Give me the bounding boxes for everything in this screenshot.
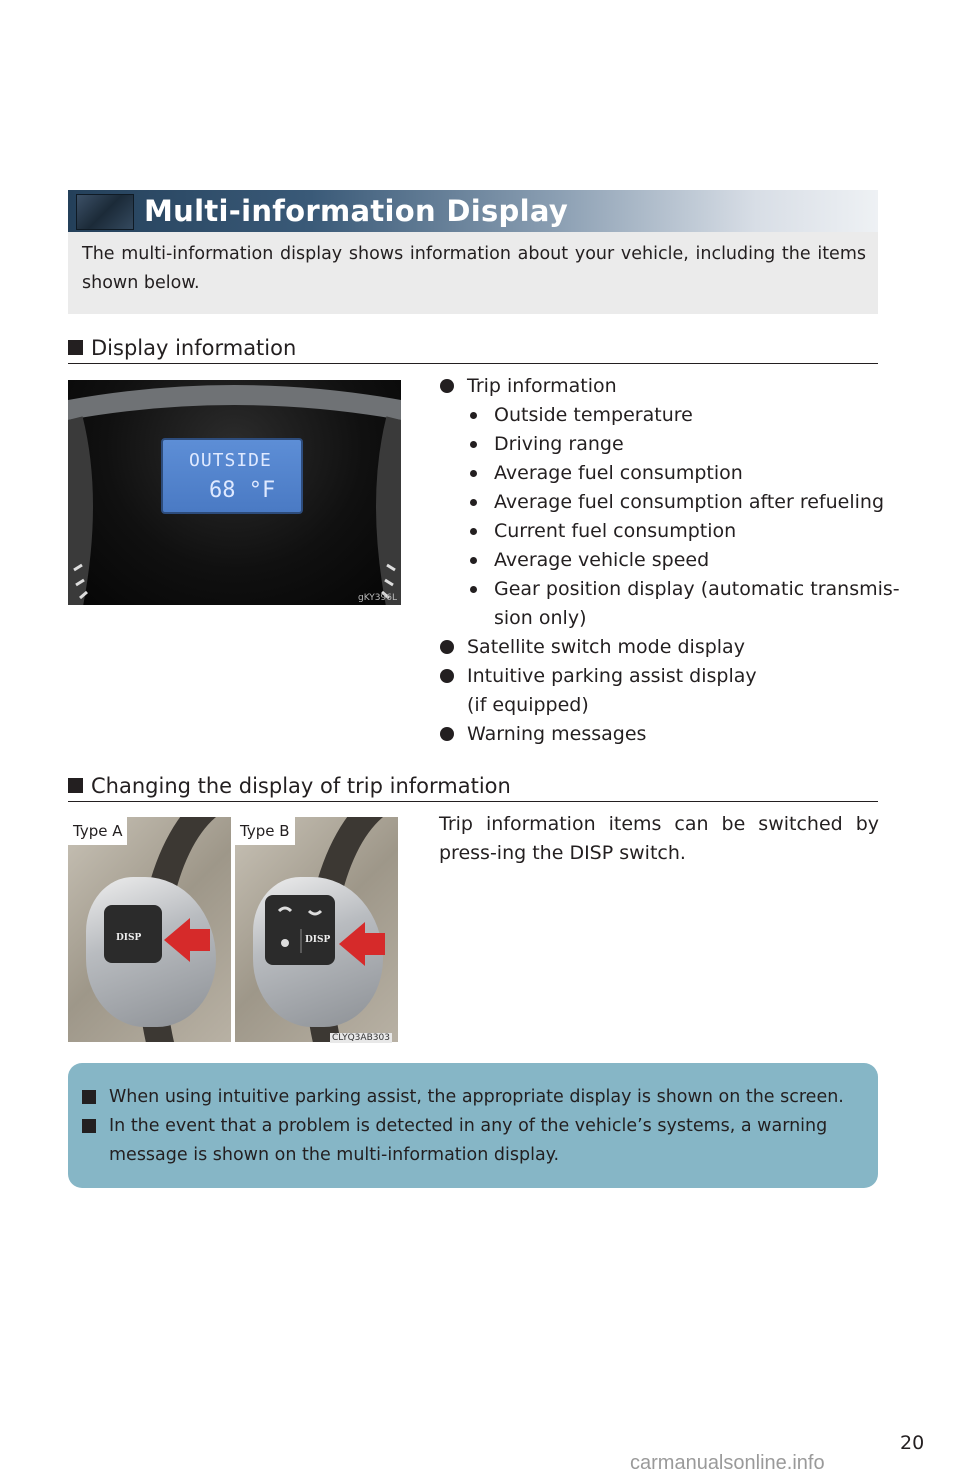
trip-info-text: Trip information items can be switched by press-ing the DISP switch. [439, 813, 879, 864]
red-arrow-icon [164, 918, 190, 962]
disp-button-label: DISP [116, 933, 142, 943]
bullet-icon [440, 379, 454, 393]
section-icon [76, 194, 134, 230]
red-arrow-icon [339, 922, 365, 966]
bullet-icon [440, 669, 454, 683]
sub-bullet-icon [470, 499, 477, 506]
bullet-icon [440, 727, 454, 741]
square-bullet-icon [82, 1090, 96, 1104]
phone-buttons-icon [271, 901, 331, 961]
steering-photo-type-a [68, 817, 231, 1042]
steering-photo-type-b [235, 817, 398, 1042]
image-code: gKY396L [358, 593, 397, 603]
arrow-tail [188, 929, 210, 951]
square-bullet-icon [68, 340, 83, 355]
sub-bullet-icon [470, 412, 477, 419]
screen-outside-label: OUTSIDE [189, 450, 272, 471]
section-heading-text: Changing the display of trip information [91, 774, 511, 798]
disp-button-label: DISP [305, 935, 331, 945]
display-screen [161, 438, 303, 514]
type-a-label: Type A [68, 817, 127, 845]
section-heading-changing-display [68, 771, 878, 802]
dashboard-photo [68, 380, 401, 605]
intro-text: The multi-information display shows information about your vehicle, including the items shown below. [82, 244, 866, 293]
sub-bullet-icon [470, 470, 477, 477]
square-bullet-icon [68, 778, 83, 793]
screen-temperature-value: 68 °F [209, 478, 276, 503]
watermark: carmanualsonline.info [630, 1452, 825, 1474]
page-number: 20 [900, 1432, 925, 1454]
sub-bullet-icon [470, 441, 477, 448]
section-heading-display-information [68, 333, 878, 364]
bullet-icon [440, 640, 454, 654]
sub-bullet-icon [470, 557, 477, 564]
square-bullet-icon [82, 1119, 96, 1133]
sub-bullet-icon [470, 528, 477, 535]
image-code: CLYQ3AB303 [332, 1033, 390, 1043]
sub-bullet-icon [470, 586, 477, 593]
section-heading-text: Display information [91, 336, 297, 360]
page-title: Multi-information Display [144, 194, 569, 228]
arrow-tail [363, 933, 385, 955]
type-b-label: Type B [235, 817, 295, 845]
